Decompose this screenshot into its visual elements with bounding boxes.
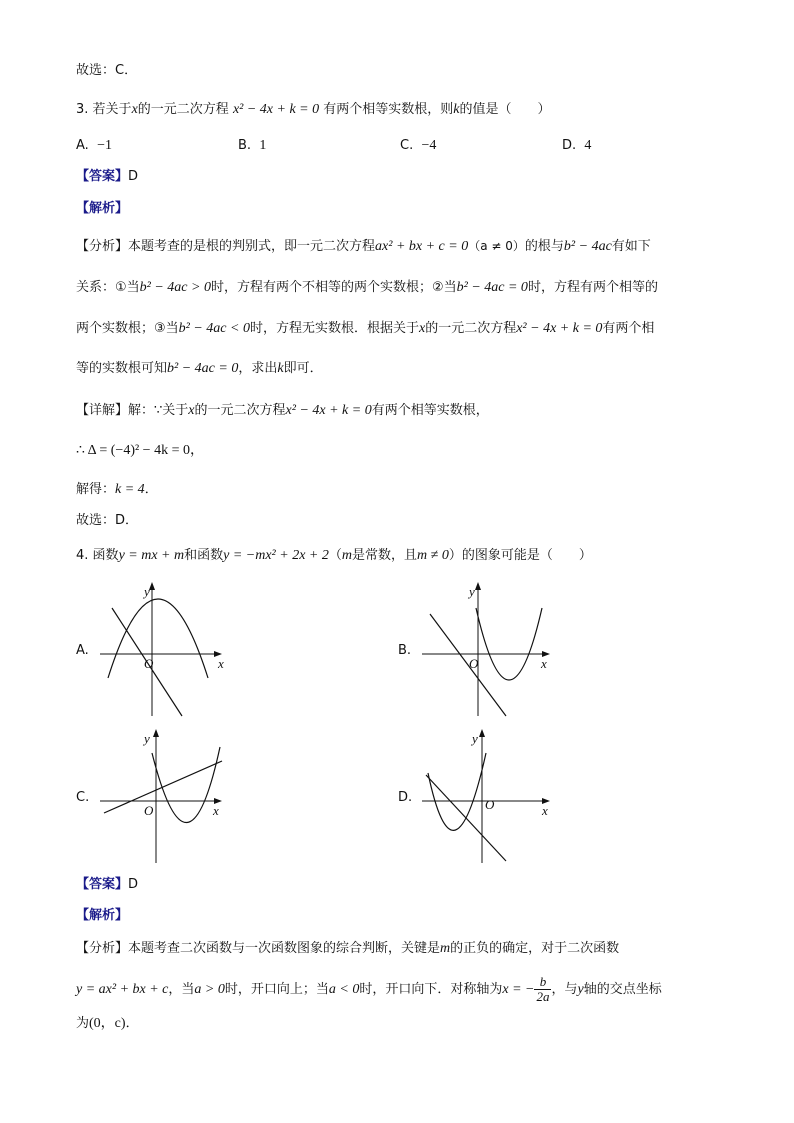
q4-func2: y = −mx² + 2x + 2 <box>223 548 329 563</box>
q3-answer-tag: 【答案】 <box>76 169 129 184</box>
previous-answer-line <box>76 62 137 80</box>
graph-a-parabola <box>108 599 208 678</box>
q3-detail-line-1: 【详解】解：∵关于x的一元二次方程x² − 4x + k = 0有两个相等实数根， <box>76 403 489 418</box>
previous-answer: 故选：C． <box>76 63 138 78</box>
q3-number: 3. <box>76 102 89 117</box>
q3-stem-c: 有两个相等实数根，则 <box>323 102 454 117</box>
q3-stem <box>76 101 551 119</box>
q3-detail-line-3: 解得：k = 4． <box>76 482 158 497</box>
q3-stem-b: 的一元二次方程 <box>137 102 229 117</box>
graph-d-x-label: x <box>542 803 548 818</box>
graph-c-y-label: y <box>144 731 150 746</box>
graph-b-y-label: y <box>469 584 475 599</box>
q3-analysis-line-4: 等的实数根可知b² − 4ac = 0，求出k即可． <box>76 361 323 376</box>
q4-answer-line <box>76 876 138 894</box>
graph-b-origin: O <box>469 656 479 671</box>
graph-a-label: A. <box>76 643 89 658</box>
graph-d-origin: O <box>485 797 495 812</box>
graph-a-line <box>112 608 182 716</box>
q3-option-b: B. 1 <box>238 138 267 153</box>
graph-c <box>92 725 237 870</box>
q3-analysis-line-2: 关系：①当b² − 4ac > 0时，方程有两个不相等的两个实数根；②当b² − 4ac = 0时，方程有两个相等的 <box>76 280 658 295</box>
graph-d-label: D. <box>398 790 413 805</box>
q4-analysis-line-1: 【分析】本题考查二次函数与一次函数图象的综合判断，关键是m的正负的确定，对于二次函数 <box>76 941 620 956</box>
q4-analysis-line-2: y = ax² + bx + c，当a > 0时，开口向上；当a < 0时，开口向下．对称轴为x = − $\frac{b}{2a}$ ，与y轴的交点坐标 <box>76 974 662 1004</box>
graph-a-origin: O <box>144 656 154 671</box>
q3-stem-d: 的值是（ ） <box>459 102 551 117</box>
graph-b-x-label: x <box>541 656 547 671</box>
q3-var-x: x <box>131 102 138 117</box>
q4-func1: y = mx + m <box>118 548 185 563</box>
graph-c-origin: O <box>144 803 154 818</box>
q4-analysis-line-3: 为(0，c)． <box>76 1016 139 1031</box>
q4-analysis-tag: 【解析】 <box>76 908 129 923</box>
graph-a-x-label: x <box>218 656 224 671</box>
q3-answer-line <box>76 168 138 186</box>
graph-d-line <box>426 775 506 861</box>
q3-stem-a: 若关于 <box>92 102 132 117</box>
q4-answer-tag: 【答案】 <box>76 877 129 892</box>
q3-option-a: A. −1 <box>76 138 112 153</box>
graph-b-line <box>430 614 506 716</box>
q3-option-d: D. 4 <box>562 138 592 153</box>
graph-d-y-label: y <box>472 731 478 746</box>
q3-analysis-line-3: 两个实数根；③当b² − 4ac < 0时，方程无实数根．根据关于x的一元二次方程x² − 4x + k = 0有两个相 <box>76 321 655 336</box>
q3-detail-line-2: ∴ Δ = (−4)² − 4k = 0， <box>76 443 204 458</box>
graph-c-label: C. <box>76 790 90 805</box>
q3-var-k: k <box>453 102 460 117</box>
q4-analysis-tag-line <box>76 907 128 925</box>
graph-c-parabola <box>152 747 220 823</box>
q3-equation: x² − 4x + k = 0 <box>232 102 320 117</box>
graph-c-x-label: x <box>213 803 219 818</box>
graph-b-parabola <box>476 608 542 680</box>
q3-conclusion-line: 故选：D． <box>76 513 139 528</box>
graph-a-y-label: y <box>144 584 150 599</box>
axis-of-symmetry-fraction: $\frac{b}{2a}$ <box>536 974 550 1004</box>
graph-b <box>414 578 559 723</box>
q4-answer: D <box>128 877 139 892</box>
graph-d <box>414 725 559 870</box>
graph-c-line <box>104 761 222 813</box>
q3-analysis-line-1: 【分析】本题考查的是根的判别式，即一元二次方程ax² + bx + c = 0（a ≠ 0）的根与b² − 4ac有如下 <box>76 239 651 254</box>
graph-a <box>92 578 237 723</box>
graph-b-label: B. <box>398 643 412 658</box>
q4-stem: 4. 函数y = mx + m和函数y = −mx² + 2x + 2（m是常数，且m ≠ 0）的图象可能是（ ） <box>76 548 592 563</box>
q3-answer: D <box>128 169 139 184</box>
q3-option-c: C. −4 <box>400 138 437 153</box>
q3-analysis-tag: 【解析】 <box>76 201 129 216</box>
graph-d-parabola <box>428 753 486 830</box>
q3-analysis-tag-line <box>76 200 128 218</box>
